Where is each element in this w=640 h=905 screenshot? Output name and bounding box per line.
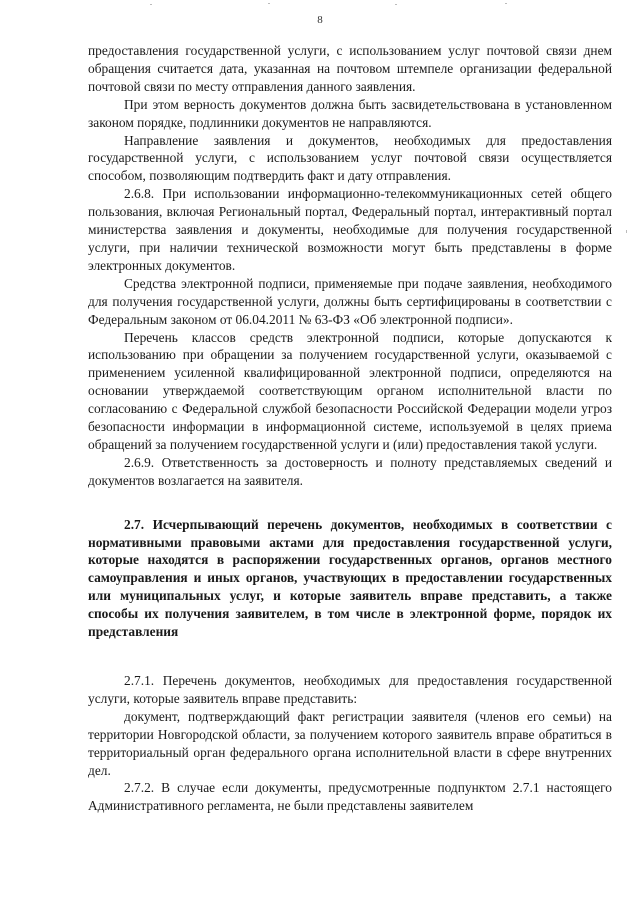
paragraph: 2.7.1. Перечень документов, необходимых для предоставления государственной услуги, которые заявитель вправе представить: [88,673,612,706]
page-number: 8 [317,14,323,26]
scan-speck [626,230,627,233]
paragraph: Средства электронной подписи, применяемые при подаче заявления, необходимого для получения государственной услуги, должны быть сертифицированы в соответствии с Федеральным законом от 06.04.2011 № 63-ФЗ «Об электронной подписи». [88,275,612,327]
paragraph: При этом верность документов должна быть засвидетельствована в установленном законом порядке, подлинники документов не направляются. [88,96,612,130]
scan-speck [268,3,270,4]
scan-speck [395,4,397,5]
section-heading: 2.7. Исчерпывающий перечень документов, необходимых в соответствии с нормативными правовыми актами для предоставления государственной услуги, которые находятся в распоряжении государственных органов, органов местного самоуправления и иных органов, участвующих в предоставлении государственных или муниципальных услуг, и которые заявитель вправе представить, а также способы их получения заявителем, в том числе в электронной форме, порядок их представления [88,516,612,640]
scan-speck [505,3,507,4]
scan-speck [150,4,152,5]
paragraph: предоставления государственной услуги, с использованием услуг почтовой связи днем обращения считается дата, указанная на почтовом штемпеле организации федеральной почтовой связи по месту отправления данного заявления. [88,43,612,94]
paragraph: 2.6.8. При использовании информационно-телекоммуникационных сетей общего пользования, включая Региональный портал, Федеральный портал, интерактивный портал министерства заявления и документы, необходимые для получения государственной услуги, при наличии технической возможности могут быть представлены в форме электронных документов. [88,186,612,273]
document-body [88,42,612,815]
paragraph: Направление заявления и документов, необходимых для предоставления государственной услуги, с использованием услуг почтовой связи осуществляется способом, позволяющим подтвердить факт и дату отправления. [88,132,612,184]
paragraph: 2.7.2. В случае если документы, предусмотренные подпунктом 2.7.1 настоящего Административного регламента, не были представлены заявителем [88,780,612,814]
paragraph: Перечень классов средств электронной подписи, которые допускаются к использованию при обращении за получением государственной услуги, оказываемой с применением усиленной квалифицированной электронной подписи, определяются на основании утверждаемой соответствующим органом исполнительной власти по согласованию с Федеральной службой безопасности Российской Федерации модели угроз безопасности информации в информационной системе, используемой в целях приема обращений за получением государственной услуги и (или) предоставления такой услуги. [88,329,612,452]
paragraph: 2.6.9. Ответственность за достоверность и полноту представляемых сведений и документов возлагается на заявителя. [88,454,612,488]
paragraph: документ, подтверждающий факт регистрации заявителя (членов его семьи) на территории Новгородской области, за получением которого заявитель вправе обратиться в территориальный орган федерального органа исполнительной власти в сфере внутренних дел. [88,708,612,778]
